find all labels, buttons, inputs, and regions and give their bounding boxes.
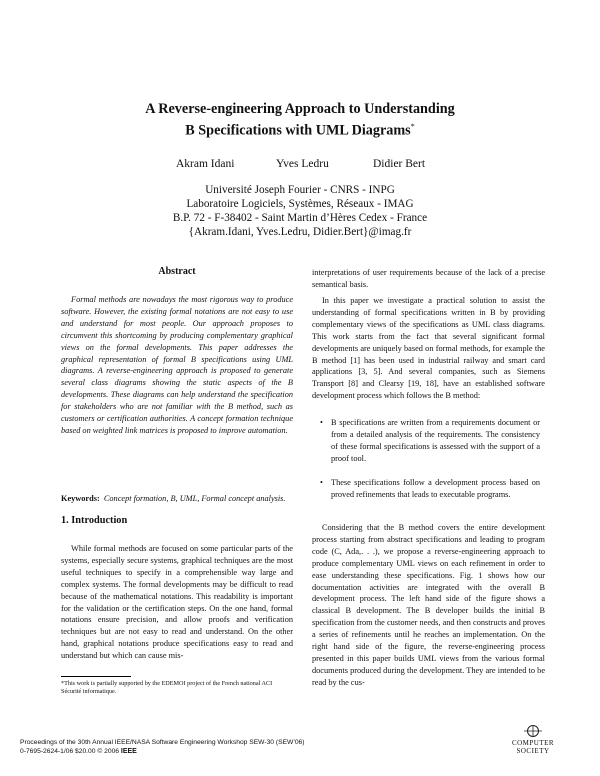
- right-paragraph-2: In this paper we investigate a practical solution to assist the understanding of formal specifications written in B by providing complementary views of the specifications as UML class diagrams. This work starts from the fact that several significant formal developments are uniquely based on formal methods, for example the B method [1] has been used in industrial railway and smart card applications [3, 5]. And several companies, such as Siemens Transport [8] and Clearsy [19, 18], have an established software development process which follows the B method:: [312, 296, 545, 401]
- keywords: [61, 493, 293, 505]
- computer-society-icon: [522, 724, 544, 738]
- author-2: Yves Ledru: [276, 158, 329, 170]
- affiliation: [0, 183, 600, 239]
- footnote-divider: [61, 676, 131, 677]
- abstract-heading: Abstract: [158, 266, 196, 277]
- ieee-logo-text: IEEE: [120, 748, 137, 755]
- logo-line-1: COMPUTER: [511, 739, 555, 747]
- title-line-1: A Reverse-engineering Approach to Understanding: [145, 101, 455, 117]
- bullet-list: [320, 417, 540, 465]
- abstract-text: Formal methods are nowadays the most rigorous way to produce software. However, the existing formal notations are not easy to use and understand for most people. Our approach proposes to circumvent this shortcoming by producing complementary graphical views on the formal developments. This paper addresses the graphical representation of formal B specifications using UML diagrams. A reverse-engineering approach is proposed to generate several class diagrams showing the static aspects of the B developments. These diagrams can help understand the specification for stakeholders who are not familiar with the B method, such as customers or certification authorities. A concept formation technique based on weighted link matrices is proposed to improve automation.: [61, 295, 293, 435]
- affiliation-line: B.P. 72 - F-38402 - Saint Martin d’Hères Cedex - France: [172, 212, 428, 224]
- bullet-list: [320, 477, 540, 501]
- right-paragraph-1: interpretations of user requirements because of the lack of a precise semantical basis.: [312, 268, 545, 289]
- footer-proceedings: Proceedings of the 30th Annual IEEE/NASA Software Engineering Workshop SEW-30 (SEW’06): [20, 739, 305, 746]
- author-3: Didier Bert: [373, 158, 426, 170]
- paper-title: [0, 100, 600, 140]
- keywords-label: Keywords:: [61, 494, 100, 503]
- footnote: *This work is partially supported by the EDEMOI project of the French national ACI Sécurité informatique.: [61, 680, 273, 695]
- intro-heading: 1. Introduction: [61, 515, 128, 526]
- footer-copyright: [20, 747, 305, 756]
- list-item: [320, 477, 540, 501]
- affiliation-email: {Akram.Idani, Yves.Ledru, Didier.Bert}@imag.fr: [188, 226, 412, 238]
- title-line-2-text: B Specifications with UML Diagrams: [185, 122, 411, 139]
- footer-isbn: 0-7695-2624-1/06 $20.00 © 2006: [20, 748, 120, 755]
- list-item-text: These specifications follow a development process based on proved refinements that leads to executable programs.: [331, 478, 540, 499]
- keywords-text: Concept formation, B, UML, Formal concept analysis.: [103, 494, 286, 503]
- page-footer: [20, 738, 305, 756]
- list-item-text: B specifications are written from a requirements document or from a detailed analysis of the requirements. The consistency of these formal specifications is assessed with the support of a proof tool.: [331, 418, 540, 463]
- list-item: [320, 417, 540, 465]
- logo-line-2: SOCIETY: [516, 747, 550, 755]
- computer-society-logo: [501, 724, 565, 755]
- bullet-icon: •: [320, 478, 323, 487]
- title-footnote-marker: *: [410, 122, 415, 131]
- affiliation-line: Laboratoire Logiciels, Systèmes, Réseaux - IMAG: [186, 198, 414, 210]
- intro-text: While formal methods are focused on some particular parts of the systems, especially secure systems, graphical techniques are the most useful techniques to specify in a comprehensible way large and complex systems. The formal developments may be difficult to read because of the mathematical notations. This readability is important for the validation or the certification steps. On the one hand, formal notations ensure precision, and allow proofs and verification techniques but are not easy to read and understand. On the other hand, graphical notations produce specifications easy to read and understand but which can cause mis-: [61, 544, 293, 661]
- title-line-2: [0, 118, 600, 140]
- affiliation-line: Université Joseph Fourier - CNRS - INPG: [205, 184, 395, 196]
- right-paragraph-3: Considering that the B method covers the entire development process starting from abstract specifications and leading to program code (C, Ada,. . .), we propose a reverse-engineering approach to produce complementary UML views on each refinement in order to ease understanding these specifications. Fig. 1 shows how our documentation activities are integrated with the overall B development process. The left hand side of the figure shows a classical B development. The B developer builds the initial B specification from the customer needs, and then constructs and proves a series of refinements until he reaches an implementation. On the right hand side of the figure, the reverse-engineering process presented in this paper builds UML views from the various formal documents produced during the development. They are intended to be read by the cus-: [312, 523, 545, 687]
- bullet-icon: •: [320, 418, 323, 427]
- author-1: Akram Idani: [176, 158, 235, 170]
